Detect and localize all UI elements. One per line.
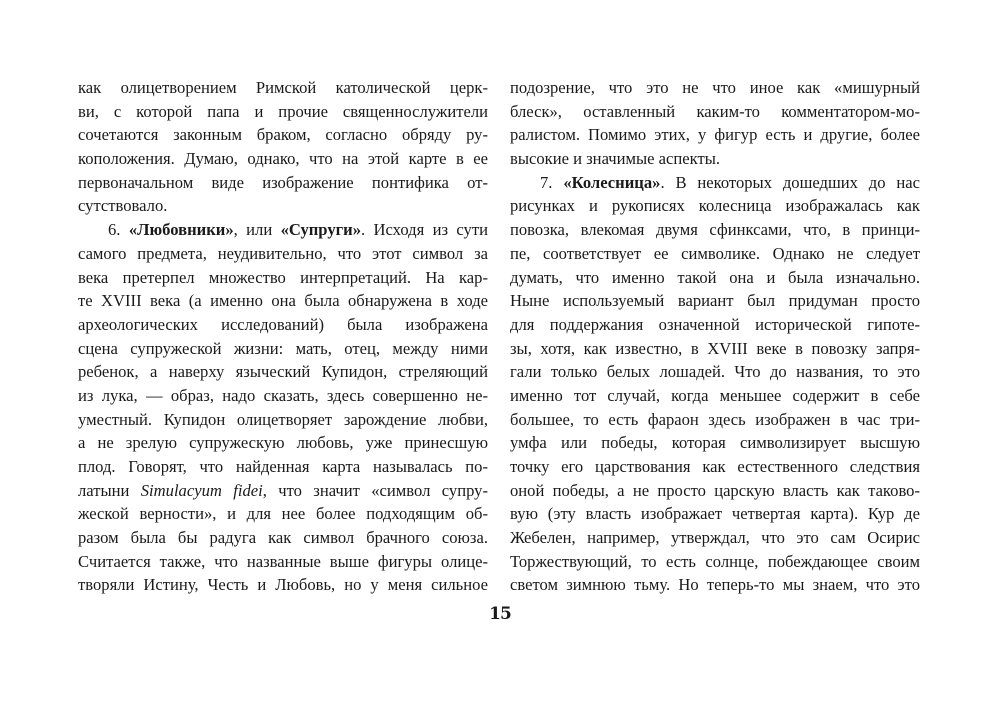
text-line: а не зрелую супружескую любовь, уже принесшую [78, 433, 488, 453]
text-line: Жебелен, например, утверждал, что это сам Осирис [510, 528, 920, 548]
text-line: пе, соответствует ее символике. Однако не следует [510, 243, 920, 263]
text-line: для поддержания означенной исторической гипоте- [510, 314, 920, 334]
text-line: века претерпел множество интерпретаций. На кар- [78, 267, 488, 287]
text-fragment: , что значит «символ супру- [262, 480, 488, 500]
text-line: зы, хотя, как известно, в XVIII веке в повозку запря- [510, 338, 920, 358]
paragraph-7-heading-line [510, 171, 920, 195]
text-line: сцена супружеской жизни: мать, отец, между ними [78, 338, 488, 358]
text-line: умфа или победы, которая символизирует высшую [510, 433, 920, 453]
text-line: думать, что именно такой она и была изначально. [510, 267, 920, 287]
text-fragment: . Исходя из сути [361, 220, 488, 240]
page-number: 15 [489, 604, 511, 624]
left-column [78, 76, 488, 597]
text-line: ви, с которой папа и прочие священнослужители [78, 101, 488, 121]
text-line: светом зимнюю тьму. Но теперь-то мы знаем, что это [510, 575, 920, 595]
text-fragment: латыни [78, 480, 141, 500]
text-line: оной победы, а не просто царскую власть как таково- [510, 480, 920, 500]
right-column [510, 76, 920, 597]
text-line: блеск», оставленный каким-то комментатором-мо- [510, 101, 920, 121]
card-title-spouses: «Супруги» [280, 220, 362, 240]
text-line: высокие и значимые аспекты. [510, 149, 721, 169]
text-line: первоначальном виде изображение понтифика от- [78, 172, 488, 192]
text-line: гали только белых лошадей. Что до названия, то это [510, 362, 920, 382]
paragraph-6-heading-line [78, 218, 488, 242]
text-line: археологических исследований) была изображена [78, 314, 488, 334]
text-fragment: . В некоторых дошедших до нас [660, 172, 921, 192]
title-connector: , или [233, 220, 281, 240]
text-line: подозрение, что это не что иное как «мишурный [510, 78, 920, 97]
text-line: плод. Говорят, что найденная карта называлась по- [78, 457, 488, 476]
text-line: жеской верности», и для нее более подходящим об- [78, 504, 488, 524]
text-line: ралистом. Помимо этих, у фигур есть и другие, более [510, 125, 920, 145]
text-line: разом была бы радуга как символ брачного союза. [78, 528, 488, 548]
item-number: 6. [108, 220, 121, 240]
text-line: сочетаются законным браком, согласно обряду ру- [78, 125, 488, 145]
text-line: те XVIII века (а именно она была обнаружена в ходе [78, 291, 488, 311]
text-line: самого предмета, неудивительно, что этот символ за [78, 243, 488, 263]
text-line: вую (эту власть изображает четвертая карта). Кур де [510, 504, 920, 524]
text-line: сутствовало. [78, 196, 168, 216]
text-line: рисунках и рукописях колесница изображалась как [510, 196, 920, 216]
card-title-lovers: «Любовники» [128, 220, 234, 240]
text-line: точку его царствования как естественного следствия [510, 457, 920, 476]
text-line: творяли Истину, Честь и Любовь, но у меня сильное [78, 575, 488, 595]
text-line: Считается также, что названные выше фигуры олице- [78, 551, 488, 571]
latin-title: Simulacyum fidei [140, 480, 263, 500]
item-number: 7. [540, 172, 553, 192]
text-line: большее, то есть фараон здесь изображен в час три- [510, 409, 920, 429]
text-line: как олицетворением Римской католической церк- [78, 78, 488, 97]
text-line: уместный. Купидон олицетворяет зарождение любви, [78, 409, 488, 429]
text-line: повозка, влекомая двумя сфинксами, что, в принци- [510, 220, 920, 240]
text-line-latin [78, 479, 488, 503]
text-line: ребенок, а наверху языческий Купидон, стреляющий [78, 362, 488, 382]
text-line: Ныне используемый вариант был придуман просто [510, 291, 920, 311]
text-line: именно тот случай, когда меньшее содержит в себе [510, 385, 920, 405]
text-line: коположения. Думаю, однако, что на этой карте в ее [78, 149, 488, 169]
text-line: Торжествующий, то есть солнце, побеждающее своим [510, 551, 920, 571]
text-line: из лука, — образ, надо сказать, здесь совершенно не- [78, 385, 488, 405]
card-title-chariot: «Колесница» [563, 172, 661, 192]
